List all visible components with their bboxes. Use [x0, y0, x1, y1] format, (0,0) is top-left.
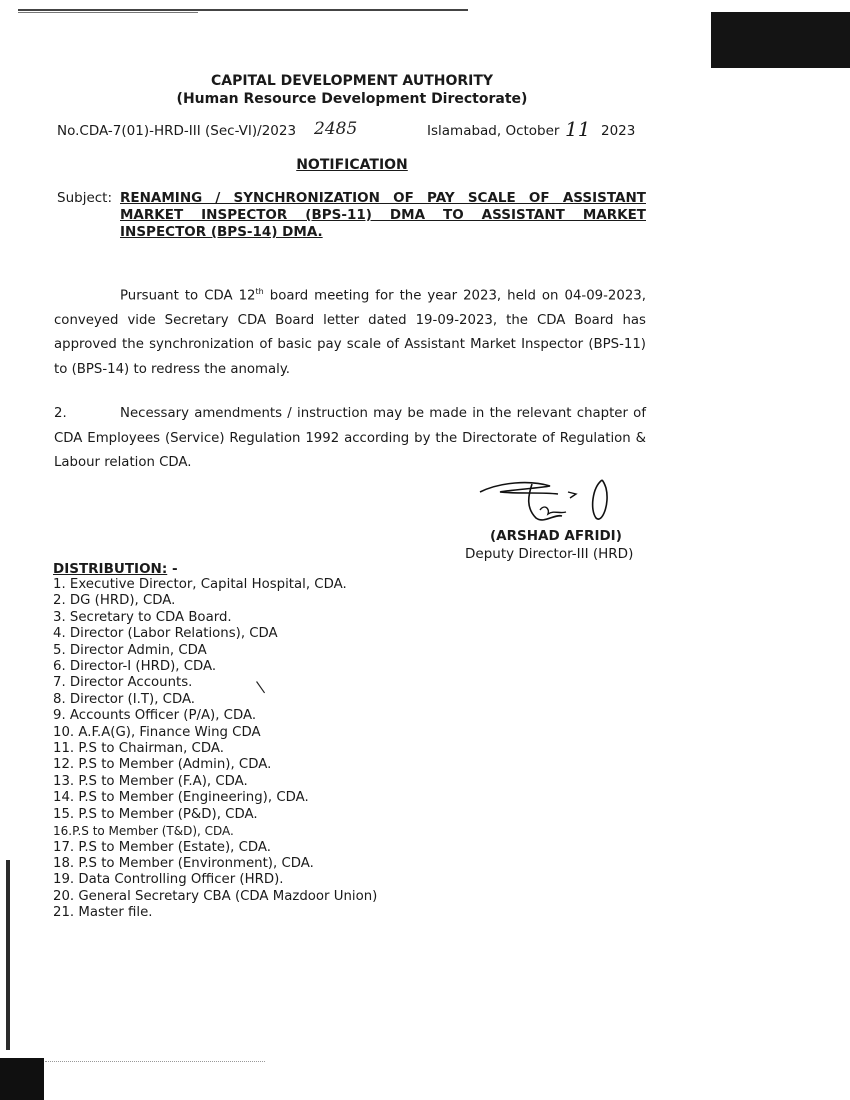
signatory-designation: Deputy Director-III (HRD) [465, 546, 634, 562]
handwritten-day: 11 [565, 117, 591, 141]
list-item: 13. P.S to Member (F.A), CDA. [53, 773, 248, 789]
list-item: 9. Accounts Officer (P/A), CDA. [53, 708, 257, 724]
list-item: 3. Secretary to CDA Board. [53, 609, 232, 625]
scan-top-rule-faint [18, 12, 198, 13]
paragraph-1-rest: board meeting for the year 2023, held on 04-09-2023, conveyed vide Secretary CDA Board letter dated 19-09-2023, the CDA Board has approved the synchronization of basic pay scale of Assistant Market Inspector (BPS-11) to (BPS-14) to redress the anomaly. [54, 288, 646, 377]
distribution-list [53, 577, 377, 922]
org-name: CAPITAL DEVELOPMENT AUTHORITY [210, 73, 494, 89]
handwritten-reference-number: 2485 [314, 119, 358, 139]
list-item: 17. P.S to Member (Estate), CDA. [53, 839, 272, 855]
directorate-name: (Human Resource Development Directorate) [176, 91, 528, 107]
paragraph-2-number: 2. [54, 406, 67, 421]
paragraph-2-text: Necessary amendments / instruction may be made in the relevant chapter of CDA Employees (Service) Regulation 1992 according by the Directorate of Regulation & Labour relation CDA. [54, 406, 646, 470]
list-item: 5. Director Admin, CDA [53, 642, 207, 658]
list-item: 1. Executive Director, Capital Hospital, CDA. [53, 577, 347, 592]
paragraph-1-superscript: th [255, 287, 264, 296]
list-item: 6. Director-I (HRD), CDA. [53, 659, 217, 675]
scan-bottom-dots [45, 1061, 265, 1063]
list-item: 4. Director (Labor Relations), CDA [53, 626, 278, 642]
scan-bottom-shadow [0, 1058, 44, 1100]
list-item: 21. Master file. [53, 905, 153, 921]
list-item: 16.P.S to Member (T&D), CDA. [53, 824, 234, 839]
signatory-name: (ARSHAD AFRIDI) [490, 528, 622, 544]
signature-image [470, 474, 620, 530]
list-item: 15. P.S to Member (P&D), CDA. [53, 806, 258, 822]
list-item: 18. P.S to Member (Environment), CDA. [53, 855, 314, 871]
list-item: 8. Director (I.T), CDA. [53, 691, 196, 707]
place-date: Islamabad, October [427, 123, 560, 139]
paragraph-2 [54, 402, 646, 476]
distribution-title-suffix: - [167, 561, 178, 577]
scan-corner-shadow [711, 12, 850, 68]
subject-text: RENAMING / SYNCHRONIZATION OF PAY SCALE OF ASSISTANT MARKET INSPECTOR (BPS-11) DMA TO ASSISTANT MARKET INSPECTOR (BPS-14) DMA. [120, 190, 646, 240]
distribution-title [53, 561, 178, 577]
date-year: 2023 [601, 123, 636, 139]
notification-title: NOTIFICATION [296, 157, 408, 173]
subject-label: Subject: [57, 190, 113, 206]
list-item: 7. Director Accounts. [53, 675, 193, 691]
paragraph-1-start: Pursuant to CDA 12 [120, 288, 256, 304]
list-item: 19. Data Controlling Officer (HRD). [53, 872, 284, 888]
list-item: 20. General Secretary CBA (CDA Mazdoor Union) [53, 888, 378, 904]
list-item: 10. A.F.A(G), Finance Wing CDA [53, 724, 261, 740]
reference-number: No.CDA-7(01)-HRD-III (Sec-VI)/2023 [57, 123, 297, 139]
list-item: 14. P.S to Member (Engineering), CDA. [53, 790, 309, 806]
scan-top-rule [18, 9, 468, 11]
distribution-title-label: DISTRIBUTION: [53, 561, 168, 577]
list-item: 2. DG (HRD), CDA. [53, 593, 176, 609]
handwritten-tick-mark: | [253, 679, 267, 695]
list-item: 11. P.S to Chairman, CDA. [53, 741, 224, 757]
paragraph-1 [54, 280, 646, 382]
scan-left-edge [6, 860, 10, 1050]
list-item: 12. P.S to Member (Admin), CDA. [53, 757, 272, 773]
